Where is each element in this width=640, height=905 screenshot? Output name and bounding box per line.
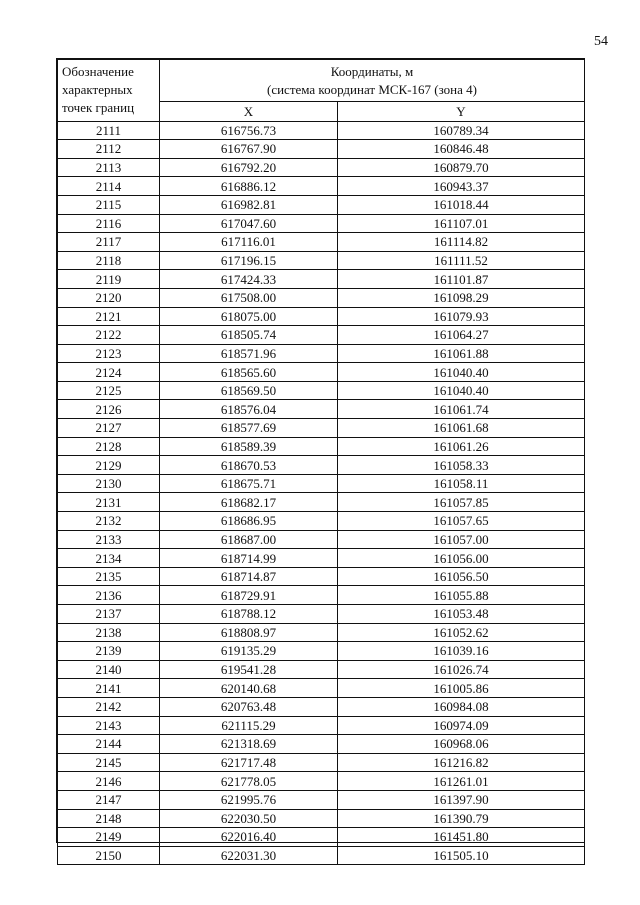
x-coordinate-cell: 618670.53 (160, 456, 338, 475)
point-name-cell: 2127 (58, 419, 160, 438)
coordinates-table (57, 59, 585, 865)
table-row (58, 549, 585, 568)
point-name-cell: 2138 (58, 623, 160, 642)
point-name-cell: 2136 (58, 586, 160, 605)
x-coordinate-cell: 618589.39 (160, 437, 338, 456)
x-column-header: X (160, 102, 338, 121)
x-coordinate-cell: 618682.17 (160, 493, 338, 512)
point-name-cell: 2147 (58, 790, 160, 809)
table-row (58, 437, 585, 456)
point-name-cell: 2148 (58, 809, 160, 828)
x-coordinate-cell: 616982.81 (160, 195, 338, 214)
y-coordinate-cell: 160974.09 (338, 716, 585, 735)
table-row (58, 214, 585, 233)
table-row (58, 790, 585, 809)
table-row (58, 288, 585, 307)
x-coordinate-cell: 621318.69 (160, 735, 338, 754)
x-coordinate-cell: 620763.48 (160, 697, 338, 716)
coordinate-system: (система координат МСК-167 (зона 4) (267, 81, 477, 97)
table-row (58, 344, 585, 363)
y-coordinate-cell: 161005.86 (338, 679, 585, 698)
point-name-cell: 2141 (58, 679, 160, 698)
x-coordinate-cell: 618714.99 (160, 549, 338, 568)
y-coordinate-cell: 161057.65 (338, 512, 585, 531)
y-coordinate-cell: 161079.93 (338, 307, 585, 326)
point-name-header-line3: точек границ (62, 100, 135, 116)
y-coordinate-cell: 161064.27 (338, 326, 585, 345)
table-row (58, 474, 585, 493)
y-coordinate-cell: 161053.48 (338, 605, 585, 624)
y-coordinate-cell: 161061.68 (338, 419, 585, 438)
x-coordinate-cell: 616756.73 (160, 121, 338, 140)
x-coordinate-cell: 622016.40 (160, 828, 338, 847)
point-name-cell: 2139 (58, 642, 160, 661)
x-coordinate-cell: 618577.69 (160, 419, 338, 438)
y-coordinate-cell: 161057.00 (338, 530, 585, 549)
point-name-cell: 2134 (58, 549, 160, 568)
point-name-cell: 2122 (58, 326, 160, 345)
x-coordinate-cell: 618565.60 (160, 363, 338, 382)
table-row (58, 307, 585, 326)
point-name-cell: 2115 (58, 195, 160, 214)
x-coordinate-cell: 622030.50 (160, 809, 338, 828)
y-coordinate-cell: 161040.40 (338, 381, 585, 400)
y-coordinate-cell: 160879.70 (338, 158, 585, 177)
point-name-cell: 2124 (58, 363, 160, 382)
y-coordinate-cell: 161107.01 (338, 214, 585, 233)
table-row (58, 567, 585, 586)
point-name-cell: 2145 (58, 753, 160, 772)
table-row (58, 660, 585, 679)
x-coordinate-cell: 618505.74 (160, 326, 338, 345)
x-coordinate-cell: 618576.04 (160, 400, 338, 419)
point-name-header (58, 60, 160, 122)
y-coordinate-cell: 161058.11 (338, 474, 585, 493)
table-row (58, 195, 585, 214)
table-row (58, 846, 585, 865)
y-coordinate-cell: 160984.08 (338, 697, 585, 716)
table-row (58, 828, 585, 847)
table-row (58, 586, 585, 605)
x-coordinate-cell: 618729.91 (160, 586, 338, 605)
table-row (58, 177, 585, 196)
table-row (58, 642, 585, 661)
y-coordinate-cell: 161114.82 (338, 233, 585, 252)
table-row (58, 456, 585, 475)
point-name-cell: 2140 (58, 660, 160, 679)
table-row (58, 419, 585, 438)
point-name-cell: 2143 (58, 716, 160, 735)
y-coordinate-cell: 161061.26 (338, 437, 585, 456)
y-coordinate-cell: 161026.74 (338, 660, 585, 679)
table-row (58, 140, 585, 159)
table-header (58, 60, 585, 122)
x-coordinate-cell: 618714.87 (160, 567, 338, 586)
table-row (58, 251, 585, 270)
table-row (58, 121, 585, 140)
y-coordinate-cell: 161390.79 (338, 809, 585, 828)
x-coordinate-cell: 616886.12 (160, 177, 338, 196)
point-name-cell: 2128 (58, 437, 160, 456)
point-name-cell: 2126 (58, 400, 160, 419)
table-row (58, 679, 585, 698)
table-row (58, 772, 585, 791)
table-body (58, 121, 585, 865)
x-coordinate-cell: 618788.12 (160, 605, 338, 624)
x-coordinate-cell: 618571.96 (160, 344, 338, 363)
y-coordinate-cell: 161052.62 (338, 623, 585, 642)
table-row (58, 400, 585, 419)
x-coordinate-cell: 617424.33 (160, 270, 338, 289)
y-coordinate-cell: 161397.90 (338, 790, 585, 809)
y-coordinate-cell: 161061.88 (338, 344, 585, 363)
point-name-cell: 2129 (58, 456, 160, 475)
table-row (58, 716, 585, 735)
table-row (58, 158, 585, 177)
point-name-cell: 2135 (58, 567, 160, 586)
y-coordinate-cell: 161040.40 (338, 363, 585, 382)
table-row (58, 381, 585, 400)
table-row (58, 605, 585, 624)
y-coordinate-cell: 160943.37 (338, 177, 585, 196)
y-coordinate-cell: 161098.29 (338, 288, 585, 307)
x-coordinate-cell: 618686.95 (160, 512, 338, 531)
point-name-cell: 2133 (58, 530, 160, 549)
point-name-cell: 2119 (58, 270, 160, 289)
x-coordinate-cell: 617508.00 (160, 288, 338, 307)
point-name-cell: 2123 (58, 344, 160, 363)
x-coordinate-cell: 618569.50 (160, 381, 338, 400)
point-name-cell: 2118 (58, 251, 160, 270)
table-row (58, 697, 585, 716)
point-name-cell: 2121 (58, 307, 160, 326)
point-name-cell: 2117 (58, 233, 160, 252)
y-coordinate-cell: 161056.50 (338, 567, 585, 586)
point-name-cell: 2130 (58, 474, 160, 493)
page-number: 54 (594, 34, 608, 49)
x-coordinate-cell: 618675.71 (160, 474, 338, 493)
x-coordinate-cell: 620140.68 (160, 679, 338, 698)
y-coordinate-cell: 160968.06 (338, 735, 585, 754)
y-coordinate-cell: 160789.34 (338, 121, 585, 140)
point-name-cell: 2137 (58, 605, 160, 624)
point-name-cell: 2116 (58, 214, 160, 233)
point-name-cell: 2113 (58, 158, 160, 177)
table-row (58, 512, 585, 531)
coordinates-header (160, 60, 585, 102)
x-coordinate-cell: 619541.28 (160, 660, 338, 679)
point-name-cell: 2132 (58, 512, 160, 531)
y-coordinate-cell: 161018.44 (338, 195, 585, 214)
y-coordinate-cell: 161111.52 (338, 251, 585, 270)
point-name-cell: 2144 (58, 735, 160, 754)
table-row (58, 623, 585, 642)
table-row (58, 735, 585, 754)
x-coordinate-cell: 622031.30 (160, 846, 338, 865)
x-coordinate-cell: 621115.29 (160, 716, 338, 735)
x-coordinate-cell: 618687.00 (160, 530, 338, 549)
table-row (58, 233, 585, 252)
x-coordinate-cell: 616767.90 (160, 140, 338, 159)
coordinates-title: Координаты, м (330, 63, 414, 79)
point-name-header-line2: характерных (62, 82, 133, 98)
table-row (58, 270, 585, 289)
x-coordinate-cell: 618808.97 (160, 623, 338, 642)
point-name-cell: 2114 (58, 177, 160, 196)
y-coordinate-cell: 161056.00 (338, 549, 585, 568)
point-name-cell: 2131 (58, 493, 160, 512)
x-coordinate-cell: 617196.15 (160, 251, 338, 270)
point-name-cell: 2112 (58, 140, 160, 159)
y-coordinate-cell: 161451.80 (338, 828, 585, 847)
point-name-cell: 2149 (58, 828, 160, 847)
x-coordinate-cell: 621778.05 (160, 772, 338, 791)
x-coordinate-cell: 616792.20 (160, 158, 338, 177)
y-coordinate-cell: 161101.87 (338, 270, 585, 289)
table-row (58, 326, 585, 345)
table-row (58, 363, 585, 382)
x-coordinate-cell: 619135.29 (160, 642, 338, 661)
x-coordinate-cell: 621717.48 (160, 753, 338, 772)
x-coordinate-cell: 617116.01 (160, 233, 338, 252)
y-coordinate-cell: 161039.16 (338, 642, 585, 661)
table-row (58, 530, 585, 549)
y-coordinate-cell: 161061.74 (338, 400, 585, 419)
y-coordinate-cell: 160846.48 (338, 140, 585, 159)
table-row (58, 753, 585, 772)
y-column-header: Y (338, 102, 585, 121)
x-coordinate-cell: 618075.00 (160, 307, 338, 326)
point-name-header-line1: Обозначение (62, 64, 134, 79)
table-row (58, 493, 585, 512)
y-coordinate-cell: 161058.33 (338, 456, 585, 475)
point-name-cell: 2146 (58, 772, 160, 791)
y-coordinate-cell: 161057.85 (338, 493, 585, 512)
y-coordinate-cell: 161505.10 (338, 846, 585, 865)
table-row (58, 809, 585, 828)
y-coordinate-cell: 161261.01 (338, 772, 585, 791)
point-name-cell: 2125 (58, 381, 160, 400)
point-name-cell: 2111 (58, 121, 160, 140)
x-coordinate-cell: 621995.76 (160, 790, 338, 809)
y-coordinate-cell: 161055.88 (338, 586, 585, 605)
y-coordinate-cell: 161216.82 (338, 753, 585, 772)
point-name-cell: 2120 (58, 288, 160, 307)
x-coordinate-cell: 617047.60 (160, 214, 338, 233)
point-name-cell: 2150 (58, 846, 160, 865)
point-name-cell: 2142 (58, 697, 160, 716)
